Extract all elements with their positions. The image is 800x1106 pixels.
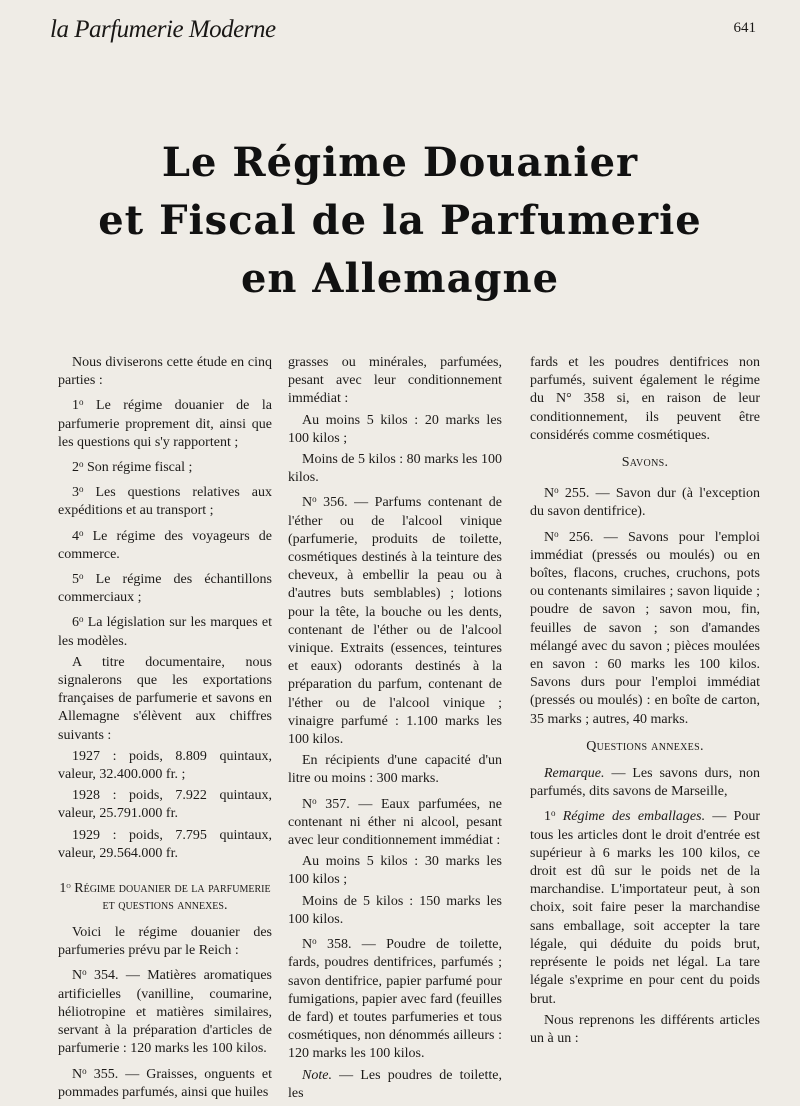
tariff-item-356: $N^o$ 356. — Parfums contenant de l'éther ou de l'alcool vinique (parfumerie, produits de toilette, cosmétiques destinés à la teinture des cheveux, à embellir la peau ou à d'autres buts semblables) ; lotions pour la tête, la bouche ou les dents, contenant de l'éther ou de l'alcool vinique. Extraits (essences, teintures et eaux) odorants destinés à la préparation du parfum, contenant de l'éther ou de l'alcool vinique ; vinaigre parfumé : 1.100 marks les 100 kilos. [288, 494, 502, 748]
export-figure-1927: 1927 : poids, 8.809 quintaux, valeur, 32.400.000 fr. ; [58, 748, 272, 783]
title-line-2: et Fiscal de la Parfumerie [98, 197, 702, 244]
paragraph-recipients: En récipients d'une capacité d'un litre ou moins : 300 marks. [288, 753, 502, 787]
tariff-item-255: $N^o$ 255. — Savon dur (à l'exception du savon dentifrice). [530, 485, 760, 520]
list-item-text: Le régime des échantillons commerciaux ; [58, 572, 272, 606]
emballages-text: — Pour tous les articles dont le droit d'entrée est supérieur à 6 marks les 100 kilos, ce droit est dû sur le poids net de la marchandise. L'importateur peut, à son choix, soit faire peser la marchandise sans emballage, soit accepter la tare légale, qui déduite du poids brut, représente le poids net légal. La tare légale s'exprime en pour cent du poids brut. [530, 809, 760, 1007]
column-2 [288, 354, 502, 1106]
tariff-text: 355. — Graisses, onguents et pommades parfumés, ainsi que huiles [58, 1066, 273, 1100]
tariff-item-256: $N^o$ 256. — Savons pour l'emploi immédiat (pressés ou moulés) ou en boîtes, flacons, cruches, cruchons, pots ou contenants similaires ; savon liquide ; poudre de savon ; savon mou, fin, feuilles de savon ; son d'amandes mélangé avec du savon ; pièces moulées en savon : 60 marks les 100 kilos. Savons durs pour l'emploi immédiat (pressés ou moulés) : en boîte de carton, 35 marks ; autres, 40 marks. [530, 528, 761, 727]
paragraph-intro: Nous diviserons cette étude en cinq parties : [58, 355, 272, 389]
list-item: 6$^o$ La législation sur les marques et les modèles. [58, 614, 272, 649]
tariff-weight-line: Au moins 5 kilos : 20 marks les 100 kilos ; [288, 412, 502, 446]
paragraph-note [288, 1067, 502, 1103]
note-label: Note. [302, 1067, 332, 1083]
tariff-item-355: $N^o$ 355. — Graisses, onguents et pommades parfumés, ainsi que huiles [58, 1065, 273, 1100]
section-heading-text: Régime douanier de la parfumerie et questions annexes. [74, 881, 271, 914]
article-title [0, 134, 800, 308]
tariff-text: 357. — Eaux parfumées, ne contenant ni éther ni alcool, pesant avec leur conditionnement immédiat : [288, 796, 502, 849]
tariff-item-354: $N^o$ 354. — Matières aromatiques artificielles (vanilline, coumarine, héliotropine et matières similaires, servant à la préparation d'articles de parfumerie : 120 marks les 100 kilos. [58, 967, 273, 1057]
tariff-text: 356. — Parfums contenant de l'éther ou de l'alcool vinique (parfumerie, produits de toilette, cosmétiques destinés à la teinture des cheveux, à embellir la peau ou à d'autres buts semblables) ; lotions pour la tête, la bouche ou les dents, contenant de l'éther ou de l'alcool vinique. Extraits (essences, teintures et eaux) odorants destinés à la préparation du parfum, contenant de l'éther ou de l'alcool vinique ; vinaigre parfumé : 1.100 marks les 100 kilos. [288, 495, 502, 748]
list-item-text: Le régime douanier de la parfumerie proprement dit, ainsi que les questions qui s'y rapportent ; [58, 398, 272, 450]
tariff-text: 354. — Matières aromatiques artificielles (vanilline, coumarine, héliotropine et matières similaires, servant à la préparation d'articles de parfumerie : 120 marks les 100 kilos. [58, 968, 273, 1057]
subheading-questions-annexes: Questions annexes. [586, 738, 704, 754]
list-item-text: Les questions relatives aux expéditions et au transport ; [58, 485, 272, 519]
note-text: — Les poudres de toilette, les [288, 1067, 502, 1101]
paragraph-documentation: A titre documentaire, nous signalerons que les exportations françaises de parfumerie et savons en Allemagne s'élèvent aux chiffres suivants : [58, 654, 272, 743]
export-figure-1929: 1929 : poids, 7.795 quintaux, valeur, 29.564.000 fr. [58, 827, 272, 861]
list-item-text: Le régime des voyageurs de commerce. [58, 528, 272, 562]
page-number: 641 [733, 20, 756, 36]
tariff-weight-line: Au moins 5 kilos : 30 marks les 100 kilos ; [288, 854, 502, 888]
list-item-text: La législation sur les marques et les modèles. [58, 615, 272, 649]
list-item: 2$^o$ Son régime fiscal ; [72, 459, 193, 476]
title-line-3: en Allemagne [240, 255, 560, 302]
list-item: 1$^o$ Le régime douanier de la parfumerie proprement dit, ainsi que les questions qui s'y rapportent ; [58, 397, 272, 450]
tariff-weight-line: Moins de 5 kilos : 150 marks les 100 kilos. [288, 893, 502, 927]
masthead-logo: la Parfumerie Moderne [50, 16, 276, 43]
list-item: 5$^o$ Le régime des échantillons commerciaux ; [58, 571, 272, 606]
export-figure-1928: 1928 : poids, 7.922 quintaux, valeur, 25.791.000 fr. [58, 788, 272, 822]
paragraph-emballages: 1$^o$ Régime des emballages. — Pour tous les articles dont le droit d'entrée est supérieur à 6 marks les 100 kilos, ce droit est dû sur le poids net de la marchandise. L'importateur peut, à son choix, soit faire peser la marchandise sans emballage, soit accepter la tare légale, qui déduite du poids brut, représente le poids net légal. La tare légale s'exprime en pour cent du poids brut. [530, 808, 760, 1007]
remarque-text: — Les savons durs, non parfumés, dits savons de Marseille, [530, 766, 760, 800]
paragraph-section-intro: Voici le régime douanier des parfumeries prévu par le Reich : [58, 925, 272, 959]
title-line-1: Le Régime Douanier [161, 139, 639, 186]
tariff-weight-line: Moins de 5 kilos : 80 marks les 100 kilos. [288, 452, 502, 486]
paragraph-remarque [530, 765, 760, 801]
list-item: 3$^o$ Les questions relatives aux expéditions et au transport ; [58, 484, 272, 519]
article-body [58, 354, 761, 1101]
tariff-item-358: $N^o$ 358. — Poudre de toilette, fards, poudres dentifrices, parfumés ; savon dentifrice, papier parfumé pour fumigations, papier avec fard (feuilles de fard) et toutes parfumeries et tous cosmétiques, non dénommés ailleurs : 120 marks les 100 kilos. [288, 936, 502, 1062]
section-heading: 1$^o$ Régime douanier de la parfumerie et questions annexes. [59, 880, 271, 914]
tariff-text: 255. — Savon dur (à l'exception du savon dentifrice). [530, 486, 760, 520]
emballages-label: Régime des emballages. [562, 809, 706, 825]
paragraph-continuation: grasses ou minérales, parfumées, pesant avec leur conditionnement immédiat : [288, 355, 502, 407]
column-1 [58, 354, 272, 1105]
remarque-label: Remarque. [544, 766, 605, 782]
tariff-text: 256. — Savons pour l'emploi immédiat (pressés ou moulés) ou en boîtes, flacons, cruches, cruchons, pots ou contenants similaires ; savon liquide ; poudre de savon ; savon mou, fin, feuilles de savon ; son d'amandes mélangé avec du savon ; pièces moulées en savon : 60 marks les 100 kilos. Savons durs pour l'emploi immédiat (pressés ou moulés) : en boîte de carton, 35 marks ; autres, 40 marks. [530, 529, 761, 727]
tariff-text: 358. — Poudre de toilette, fards, poudres dentifrices, parfumés ; savon dentifrice, papier parfumé pour fumigations, papier avec fard (feuilles de fard) et toutes parfumeries et tous cosmétiques, non dénommés ailleurs : 120 marks les 100 kilos. [288, 937, 502, 1062]
paragraph-closing: Nous reprenons les différents articles un à un : [530, 1012, 760, 1046]
list-item-text: Son régime fiscal ; [87, 460, 193, 476]
list-item: 4$^o$ Le régime des voyageurs de commerce. [58, 527, 272, 562]
tariff-item-357: $N^o$ 357. — Eaux parfumées, ne contenant ni éther ni alcool, pesant avec leur conditionnement immédiat : [288, 795, 502, 849]
paragraph-continuation: fards et les poudres dentifrices non parfumés, suivent également le régime du N° 358 si, en raison de leur conditionnement, ils peuvent être considérés comme cosmétiques. [530, 355, 760, 443]
subheading-savons: Savons. [621, 455, 669, 471]
column-3 [530, 354, 760, 1051]
